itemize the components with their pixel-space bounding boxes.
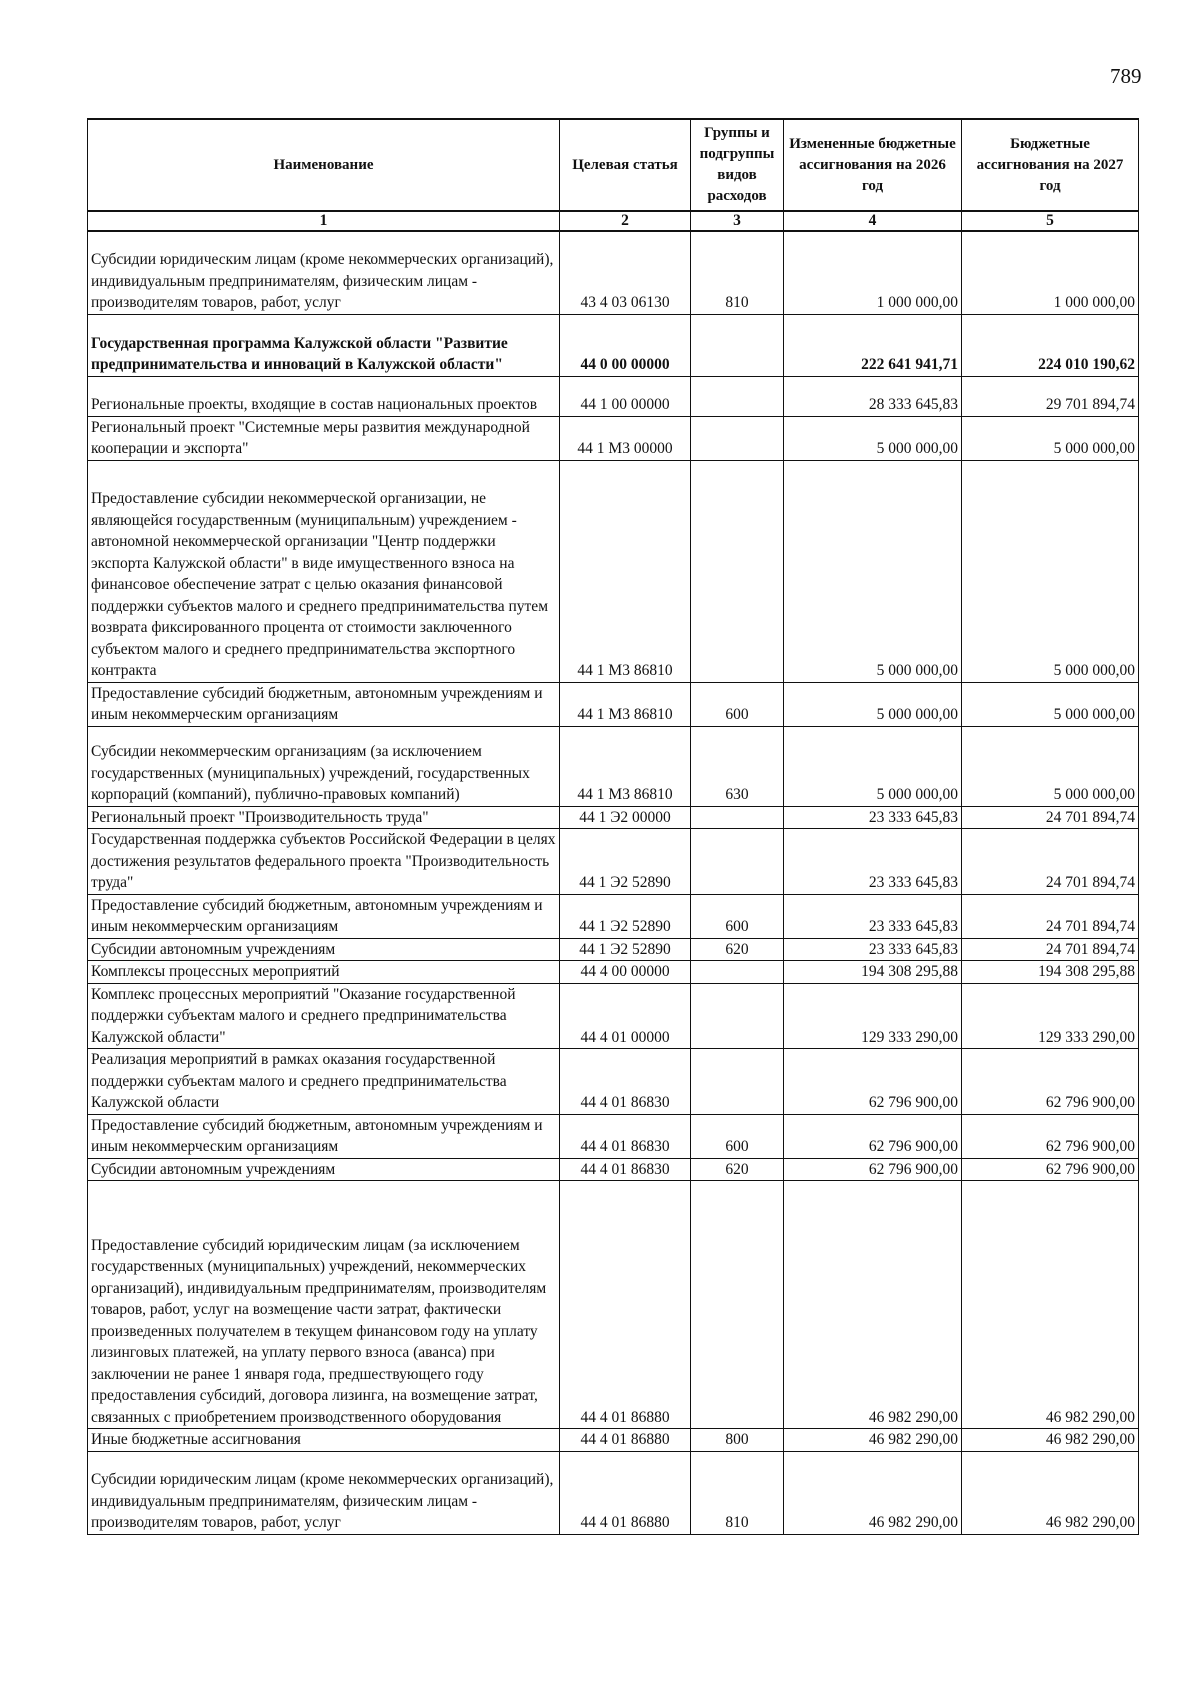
table-row <box>88 682 1139 726</box>
header-name: Наименование <box>88 119 560 211</box>
row-name: Иные бюджетные ассигнования <box>88 1429 560 1452</box>
column-number: 2 <box>560 211 691 231</box>
row-name: Предоставление субсидии некоммерческой организации, не являющейся государственным (муниципальным) учреждением - автономной некоммерческой организации "Центр поддержки экспорта Калужской области" в виде имущественного взноса на финансовое обеспечение затрат с целью оказания финансовой поддержки субъектов малого и среднего предпринимательства путем возврата фиксированного процента от стоимости заключенного субъектом малого и среднего предпринимательства экспортного контракта <box>88 460 560 682</box>
row-target-code: 44 1 М3 86810 <box>560 682 691 726</box>
column-number-row <box>88 211 1139 231</box>
row-name: Региональные проекты, входящие в состав национальных проектов <box>88 376 560 416</box>
row-amount-2027: 5 000 000,00 <box>962 726 1139 806</box>
row-amount-2027: 62 796 900,00 <box>962 1049 1139 1115</box>
row-name: Комплексы процессных мероприятий <box>88 961 560 984</box>
row-group-code: 600 <box>691 682 784 726</box>
header-amount-2027: Бюджетные ассигнования на 2027 год <box>962 119 1139 211</box>
row-target-code: 44 4 01 86880 <box>560 1451 691 1534</box>
row-name: Региональный проект "Производительность труда" <box>88 806 560 829</box>
row-amount-2026: 129 333 290,00 <box>784 983 962 1049</box>
column-number: 5 <box>962 211 1139 231</box>
row-name: Комплекс процессных мероприятий "Оказание государственной поддержки субъектам малого и среднего предпринимательства Калужской области" <box>88 983 560 1049</box>
table-row <box>88 416 1139 460</box>
table-row <box>88 938 1139 961</box>
table-row <box>88 829 1139 895</box>
row-group-code <box>691 829 784 895</box>
table-row <box>88 806 1139 829</box>
row-amount-2027: 1 000 000,00 <box>962 231 1139 314</box>
row-amount-2027: 24 701 894,74 <box>962 938 1139 961</box>
row-amount-2026: 23 333 645,83 <box>784 806 962 829</box>
row-amount-2026: 23 333 645,83 <box>784 938 962 961</box>
row-amount-2026: 46 982 290,00 <box>784 1451 962 1534</box>
row-group-code: 810 <box>691 1451 784 1534</box>
row-amount-2027: 5 000 000,00 <box>962 682 1139 726</box>
row-group-code <box>691 314 784 376</box>
header-groups: Группы и подгруппы видов расходов <box>691 119 784 211</box>
row-group-code <box>691 376 784 416</box>
row-amount-2027: 24 701 894,74 <box>962 894 1139 938</box>
row-target-code: 44 4 01 00000 <box>560 983 691 1049</box>
row-group-code <box>691 1049 784 1115</box>
row-amount-2026: 5 000 000,00 <box>784 726 962 806</box>
row-target-code: 44 1 Э2 52890 <box>560 829 691 895</box>
header-amount-2026: Измененные бюджетные ассигнования на 2026 год <box>784 119 962 211</box>
row-group-code: 600 <box>691 894 784 938</box>
row-target-code: 44 4 01 86880 <box>560 1429 691 1452</box>
row-amount-2027: 46 982 290,00 <box>962 1181 1139 1429</box>
table-row <box>88 376 1139 416</box>
row-amount-2027: 62 796 900,00 <box>962 1114 1139 1158</box>
row-name: Предоставление субсидий бюджетным, автономным учреждениям и иным некоммерческим организациям <box>88 1114 560 1158</box>
table-row <box>88 460 1139 682</box>
table-row <box>88 1429 1139 1452</box>
row-name: Государственная поддержка субъектов Российской Федерации в целях достижения результатов федерального проекта "Производительность труда" <box>88 829 560 895</box>
row-name: Предоставление субсидий бюджетным, автономным учреждениям и иным некоммерческим организациям <box>88 894 560 938</box>
row-amount-2026: 62 796 900,00 <box>784 1049 962 1115</box>
row-target-code: 43 4 03 06130 <box>560 231 691 314</box>
row-name: Субсидии юридическим лицам (кроме некоммерческих организаций), индивидуальным предпринимателям, физическим лицам - производителям товаров, работ, услуг <box>88 231 560 314</box>
row-amount-2026: 5 000 000,00 <box>784 416 962 460</box>
row-name: Региональный проект "Системные меры развития международной кооперации и экспорта" <box>88 416 560 460</box>
row-name: Реализация мероприятий в рамках оказания государственной поддержки субъектам малого и среднего предпринимательства Калужской области <box>88 1049 560 1115</box>
row-amount-2026: 23 333 645,83 <box>784 829 962 895</box>
header-row <box>88 119 1139 211</box>
table-row <box>88 726 1139 806</box>
row-target-code: 44 1 Э2 00000 <box>560 806 691 829</box>
row-group-code <box>691 961 784 984</box>
row-group-code: 800 <box>691 1429 784 1452</box>
budget-table <box>87 118 1139 1535</box>
row-target-code: 44 1 М3 86810 <box>560 726 691 806</box>
row-amount-2026: 5 000 000,00 <box>784 460 962 682</box>
row-amount-2026: 62 796 900,00 <box>784 1114 962 1158</box>
row-name: Предоставление субсидий бюджетным, автономным учреждениям и иным некоммерческим организациям <box>88 682 560 726</box>
header-target: Целевая статья <box>560 119 691 211</box>
row-target-code: 44 4 00 00000 <box>560 961 691 984</box>
table-row <box>88 1114 1139 1158</box>
row-amount-2027: 29 701 894,74 <box>962 376 1139 416</box>
row-name: Государственная программа Калужской области "Развитие предпринимательства и инноваций в Калужской области" <box>88 314 560 376</box>
row-amount-2026: 222 641 941,71 <box>784 314 962 376</box>
table-row <box>88 961 1139 984</box>
column-number: 4 <box>784 211 962 231</box>
row-target-code: 44 1 00 00000 <box>560 376 691 416</box>
row-name: Субсидии автономным учреждениям <box>88 938 560 961</box>
row-amount-2027: 24 701 894,74 <box>962 806 1139 829</box>
row-group-code <box>691 416 784 460</box>
row-group-code <box>691 1181 784 1429</box>
row-target-code: 44 4 01 86830 <box>560 1049 691 1115</box>
page-number: 789 <box>1110 64 1142 88</box>
table-row <box>88 1451 1139 1534</box>
row-target-code: 44 1 Э2 52890 <box>560 894 691 938</box>
column-number: 3 <box>691 211 784 231</box>
row-target-code: 44 1 М3 00000 <box>560 416 691 460</box>
table-row <box>88 894 1139 938</box>
table-row <box>88 231 1139 314</box>
table-row <box>88 1158 1139 1181</box>
row-amount-2026: 46 982 290,00 <box>784 1429 962 1452</box>
row-amount-2026: 1 000 000,00 <box>784 231 962 314</box>
row-group-code <box>691 806 784 829</box>
row-amount-2027: 224 010 190,62 <box>962 314 1139 376</box>
row-target-code: 44 1 Э2 52890 <box>560 938 691 961</box>
row-amount-2026: 5 000 000,00 <box>784 682 962 726</box>
row-group-code <box>691 460 784 682</box>
table-row <box>88 983 1139 1049</box>
row-group-code: 620 <box>691 1158 784 1181</box>
row-amount-2026: 62 796 900,00 <box>784 1158 962 1181</box>
row-group-code: 600 <box>691 1114 784 1158</box>
row-amount-2027: 194 308 295,88 <box>962 961 1139 984</box>
row-amount-2027: 46 982 290,00 <box>962 1451 1139 1534</box>
row-amount-2026: 23 333 645,83 <box>784 894 962 938</box>
row-amount-2026: 194 308 295,88 <box>784 961 962 984</box>
row-amount-2027: 62 796 900,00 <box>962 1158 1139 1181</box>
table-row <box>88 1049 1139 1115</box>
table-body <box>88 231 1139 1534</box>
row-group-code: 630 <box>691 726 784 806</box>
row-group-code <box>691 983 784 1049</box>
table-row <box>88 314 1139 376</box>
row-target-code: 44 4 01 86830 <box>560 1114 691 1158</box>
row-target-code: 44 0 00 00000 <box>560 314 691 376</box>
row-name: Субсидии юридическим лицам (кроме некоммерческих организаций), индивидуальным предпринимателям, физическим лицам - производителям товаров, работ, услуг <box>88 1451 560 1534</box>
row-amount-2027: 46 982 290,00 <box>962 1429 1139 1452</box>
table-row <box>88 1181 1139 1429</box>
row-amount-2027: 129 333 290,00 <box>962 983 1139 1049</box>
row-amount-2027: 5 000 000,00 <box>962 416 1139 460</box>
row-target-code: 44 1 М3 86810 <box>560 460 691 682</box>
row-amount-2026: 46 982 290,00 <box>784 1181 962 1429</box>
row-group-code: 620 <box>691 938 784 961</box>
row-amount-2027: 24 701 894,74 <box>962 829 1139 895</box>
row-name: Субсидии автономным учреждениям <box>88 1158 560 1181</box>
column-number: 1 <box>88 211 560 231</box>
row-amount-2026: 28 333 645,83 <box>784 376 962 416</box>
row-group-code: 810 <box>691 231 784 314</box>
row-target-code: 44 4 01 86880 <box>560 1181 691 1429</box>
row-target-code: 44 4 01 86830 <box>560 1158 691 1181</box>
row-name: Субсидии некоммерческим организациям (за исключением государственных (муниципальных) учреждений, государственных корпораций (компаний), публично-правовых компаний) <box>88 726 560 806</box>
row-amount-2027: 5 000 000,00 <box>962 460 1139 682</box>
row-name: Предоставление субсидий юридическим лицам (за исключением государственных (муниципальных) учреждений, некоммерческих организаций), индивидуальным предпринимателям, производителям товаров, работ, услуг на возмещение части затрат, фактически произведенных получателем в текущем финансовом году на уплату лизинговых платежей, на уплату первого взноса (аванса) при заключении не ранее 1 января года, предшествующего году предоставления субсидий, договора лизинга, на возмещение затрат, связанных с приобретением производственного оборудования <box>88 1181 560 1429</box>
